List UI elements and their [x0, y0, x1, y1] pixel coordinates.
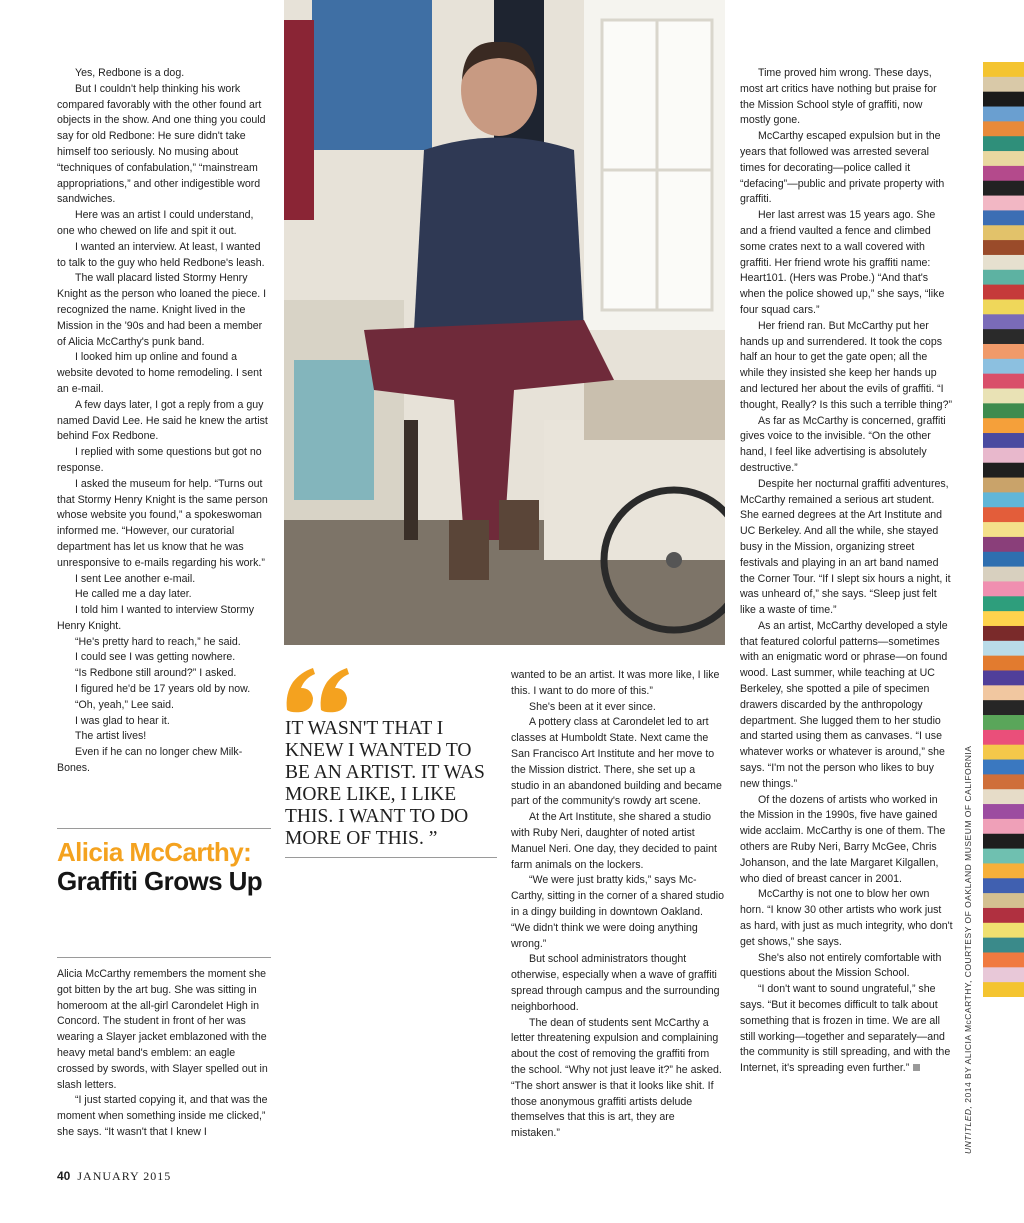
- headline-top-rule: [57, 828, 271, 829]
- stripe: [983, 670, 1024, 685]
- stripe: [983, 849, 1024, 864]
- stripe: [983, 878, 1024, 893]
- paragraph: At the Art Institute, she shared a studio with Ruby Neri, daughter of noted artist Manuel Neri. One day, they decided to paint farm animals on the lockers.: [511, 811, 717, 871]
- paragraph: I replied with some questions but got no response.: [57, 446, 262, 474]
- paragraph: The wall placard listed Stormy Henry Knight as the person who loaned the piece. I recognized the name. Knight lived in the Mission in the '90s and had been a member of Alicia McCarthy's punk band.: [57, 272, 267, 348]
- stripe: [983, 715, 1024, 730]
- stripe: [983, 923, 1024, 938]
- stripe: [983, 448, 1024, 463]
- article-intro-column: [57, 967, 271, 1141]
- stripe: [983, 938, 1024, 953]
- headline-orange: Alicia McCarthy:: [57, 837, 252, 867]
- stripe: [983, 908, 1024, 923]
- paragraph: The dean of students sent McCarthy a letter threatening expulsion and complaining about the cost of removing the graffiti from the school. “Why not just leave it?” he asked. “The short answer is that it looks like shit. If those anonymous graffiti artists delude themselves that this is art, they are mistaken.”: [511, 1016, 722, 1140]
- paragraph: A pottery class at Carondelet led to art classes at Humboldt State. Next came the San Francisco Art Institute and her move to the Mission district. There, she set up a studio in an abandoned building and became part of the community's rowdy art scene.: [511, 716, 722, 808]
- stripe: [983, 374, 1024, 389]
- stripe: [983, 166, 1024, 181]
- paragraph: I asked the museum for help. “Turns out that Stormy Henry Knight is the same person whose website you found,” a spokeswoman informed me. “However, our curatorial department has let us know that he was unresponsive to e-mails regarding his work.”: [57, 477, 268, 569]
- issue-date: JANUARY 2015: [77, 1169, 172, 1183]
- stripe: [983, 507, 1024, 522]
- stripe: [983, 62, 1024, 77]
- end-mark-icon: [913, 1064, 920, 1071]
- article-column-3: [511, 668, 725, 1142]
- paragraph: “He's pretty hard to reach,” he said.: [75, 635, 241, 648]
- paragraph: I could see I was getting nowhere.: [75, 651, 236, 664]
- paragraph: McCarthy escaped expulsion but in the years that followed was arrested several times for decorating—police called it “defacing”—public and private property with graffiti.: [740, 130, 945, 206]
- stripe: [983, 567, 1024, 582]
- paragraph: “Oh, yeah,” Lee said.: [75, 698, 174, 711]
- stripe: [983, 789, 1024, 804]
- stripe: [983, 478, 1024, 493]
- stripe: [983, 463, 1024, 478]
- stripe: [983, 685, 1024, 700]
- stripe: [983, 656, 1024, 671]
- paragraph: The artist lives!: [75, 730, 147, 743]
- stripe: [983, 522, 1024, 537]
- article-column-4: [740, 66, 954, 1077]
- stripe: [983, 314, 1024, 329]
- stripe: [983, 552, 1024, 567]
- stripe: [983, 596, 1024, 611]
- paragraph: A few days later, I got a reply from a guy named David Lee. He said he knew the artist behind Fox Redbone.: [57, 398, 268, 443]
- paragraph: Her last arrest was 15 years ago. She and a friend vaulted a fence and climbed some crates next to a wall covered with graffiti. Her friend wrote his graffiti name: Heart101. (Hers was Probe.) “And that's when the police showed up,” she says, “like four squad cars.”: [740, 209, 945, 316]
- paragraph: I looked him up online and found a website devoted to home remodeling. I sent an e-mail.: [57, 351, 262, 395]
- paragraph: Of the dozens of artists who worked in the Mission in the 1990s, five have gained wide acclaim. McCarthy is one of them. The others are Ruby Neri, Barry McGee, Chris Johanson, and the late Margaret Kilgallen, who died of breast cancer in 2001.: [740, 793, 946, 885]
- stripe: [983, 403, 1024, 418]
- paragraph: “Is Redbone still around?” I asked.: [75, 667, 237, 680]
- stripe: [983, 952, 1024, 967]
- stripe: [983, 967, 1024, 982]
- credit-rest: 2014 BY ALICIA McCARTHY, COURTESY OF OAKLAND MUSEUM OF CALIFORNIA: [963, 745, 973, 1106]
- stripe: [983, 581, 1024, 596]
- stripe: [983, 982, 1024, 997]
- stripe: [983, 433, 1024, 448]
- stripe: [983, 92, 1024, 107]
- stripe: [983, 745, 1024, 760]
- photo-credit: [963, 746, 973, 1154]
- paragraph: As far as McCarthy is concerned, graffiti gives voice to the invisible. “On the other hand, I feel like advertising is absolutely destructive.”: [740, 414, 946, 474]
- stripe: [983, 774, 1024, 789]
- stripe: [983, 641, 1024, 656]
- stripe: [983, 151, 1024, 166]
- stripe: [983, 225, 1024, 240]
- paragraph: But I couldn't help thinking his work compared favorably with the other found art objects in the show. And one thing you could say for old Redbone: He sure didn't take himself too seriously. No musing about “techniques of confabulation,” “mainstream appropriations,” and other indigestible word sandwiches.: [57, 82, 266, 206]
- stripe: [983, 255, 1024, 270]
- artwork-stripes: [983, 62, 1024, 997]
- stripe: [983, 299, 1024, 314]
- stripe: [983, 270, 1024, 285]
- paragraph: Even if he can no longer chew Milk-Bones.: [57, 746, 243, 775]
- paragraph: As an artist, McCarthy developed a style that featured colorful patterns—sometimes with an enigmatic word or phrase—on found wood. Last summer, while teaching at UC Berkeley, she spotted a pile of specimen drawers discarded by the anthropology department. She lugged them to her studio and started using them as canvases. “I use whatever works or whatever is around,” she says. “I'm not the person who likes to buy new things.”: [740, 619, 948, 790]
- pull-quote-rule: [285, 857, 497, 858]
- paragraph: She's also not entirely comfortable with questions about the Mission School.: [740, 951, 942, 980]
- stripe: [983, 700, 1024, 715]
- pull-quote: IT WASN'T THAT I KNEW I WANTED TO BE AN ARTIST. IT WAS MORE LIKE, I LIKE THIS. I WANT TO DO MORE OF THIS. ”: [285, 718, 485, 849]
- studio-photo-illustration: [284, 0, 725, 645]
- paragraph: Her friend ran. But McCarthy put her hands up and surrendered. It took the cops half an hour to get the gate open; all the while they insisted she keep her hands up and lectured her about the evils of graffiti. “I thought, Really? Is this such a terrible thing?”: [740, 319, 952, 411]
- stripe: [983, 834, 1024, 849]
- paragraph: She's been at it ever since.: [529, 700, 656, 713]
- paragraph: Alicia McCarthy remembers the moment she got bitten by the art bug. She was sitting in homeroom at the all-girl Carondelet High in Concord. The student in front of her was wearing a Slayer jacket emblazoned with the heavy metal band's emblem: an eagle crossed by swords, with Slayer spelled out in slash letters.: [57, 968, 268, 1091]
- stripe: [983, 181, 1024, 196]
- paragraph: Yes, Redbone is a dog.: [75, 67, 185, 79]
- paragraph: I told him I wanted to interview Stormy Henry Knight.: [57, 604, 254, 632]
- paragraph: I figured he'd be 17 years old by now.: [75, 683, 251, 696]
- paragraph: I wanted an interview. At least, I wanted to talk to the guy who held Redbone's leash.: [57, 240, 265, 269]
- paragraph: Here was an artist I could understand, one who chewed on life and spit it out.: [57, 209, 254, 237]
- left-column-story: [57, 66, 271, 777]
- stripe: [983, 626, 1024, 641]
- paragraph: “I don't want to sound ungrateful,” she says. “But it becomes difficult to talk about something that is frozen in time. We are all still working—together and separately—and the community is still spreading, and with the Internet, it's spreading even further.”: [740, 983, 951, 1075]
- stripe: [983, 210, 1024, 225]
- headline-bottom-rule: [57, 957, 271, 958]
- paragraph: “We were just bratty kids,” says McCarthy, sitting in the corner of a shared studio in a dingy building in downtown Oakland. “We didn't think we were doing anything wrong.”: [511, 874, 724, 950]
- stripe: [983, 196, 1024, 211]
- stripe: [983, 730, 1024, 745]
- stripe: [983, 863, 1024, 878]
- page-folio: [57, 1169, 171, 1184]
- stripe: [983, 819, 1024, 834]
- stripe: [983, 389, 1024, 404]
- stripe: [983, 107, 1024, 122]
- stripe: [983, 77, 1024, 92]
- stripe: [983, 804, 1024, 819]
- stripe: [983, 760, 1024, 775]
- paragraph: Despite her nocturnal graffiti adventures, McCarthy remained a serious art student. She earned degrees at the Art Institute and UC Berkeley. And all the while, she stayed busy in the Mission, organizing street festivals and playing in an art band named the Corner Tour. “If I slept six hours a night, it was unheard of,” she says. “Sleep just felt like a waste of time.”: [740, 477, 951, 617]
- stripe: [983, 492, 1024, 507]
- paragraph: Time proved him wrong. These days, most art critics have nothing but praise for the Mission School style of graffiti, now mostly gone.: [740, 67, 937, 127]
- stripe: [983, 611, 1024, 626]
- stripe: [983, 893, 1024, 908]
- artist-photo: [284, 0, 725, 645]
- page-number: 40: [57, 1169, 71, 1183]
- stripe: [983, 136, 1024, 151]
- stripe: [983, 240, 1024, 255]
- article-headline: [57, 838, 271, 895]
- paragraph: I was glad to hear it.: [75, 714, 170, 727]
- paragraph: I sent Lee another e-mail.: [75, 572, 196, 585]
- stripe: [983, 329, 1024, 344]
- paragraph: wanted to be an artist. It was more like, I like this. I want to do more of this.”: [511, 669, 720, 697]
- stripe: [983, 359, 1024, 374]
- stripe: [983, 344, 1024, 359]
- headline-black: Graffiti Grows Up: [57, 865, 263, 896]
- paragraph: But school administrators thought otherwise, especially when a wave of graffiti spread through campus and the surrounding neighborhood.: [511, 953, 720, 1013]
- paragraph: He called me a day later.: [75, 588, 192, 601]
- stripe: [983, 285, 1024, 300]
- paragraph: McCarthy is not one to blow her own horn. “I know 30 other artists who work just as hard, with just as much integrity, who don't get shows,” she says.: [740, 888, 953, 948]
- credit-title: UNTITLED,: [963, 1105, 973, 1154]
- stripe: [983, 121, 1024, 136]
- quote-mark-icon: [283, 660, 353, 716]
- stripe: [983, 537, 1024, 552]
- stripe: [983, 418, 1024, 433]
- paragraph: “I just started copying it, and that was the moment when something inside me clicked,” she says. “It wasn't that I knew I: [57, 1094, 268, 1138]
